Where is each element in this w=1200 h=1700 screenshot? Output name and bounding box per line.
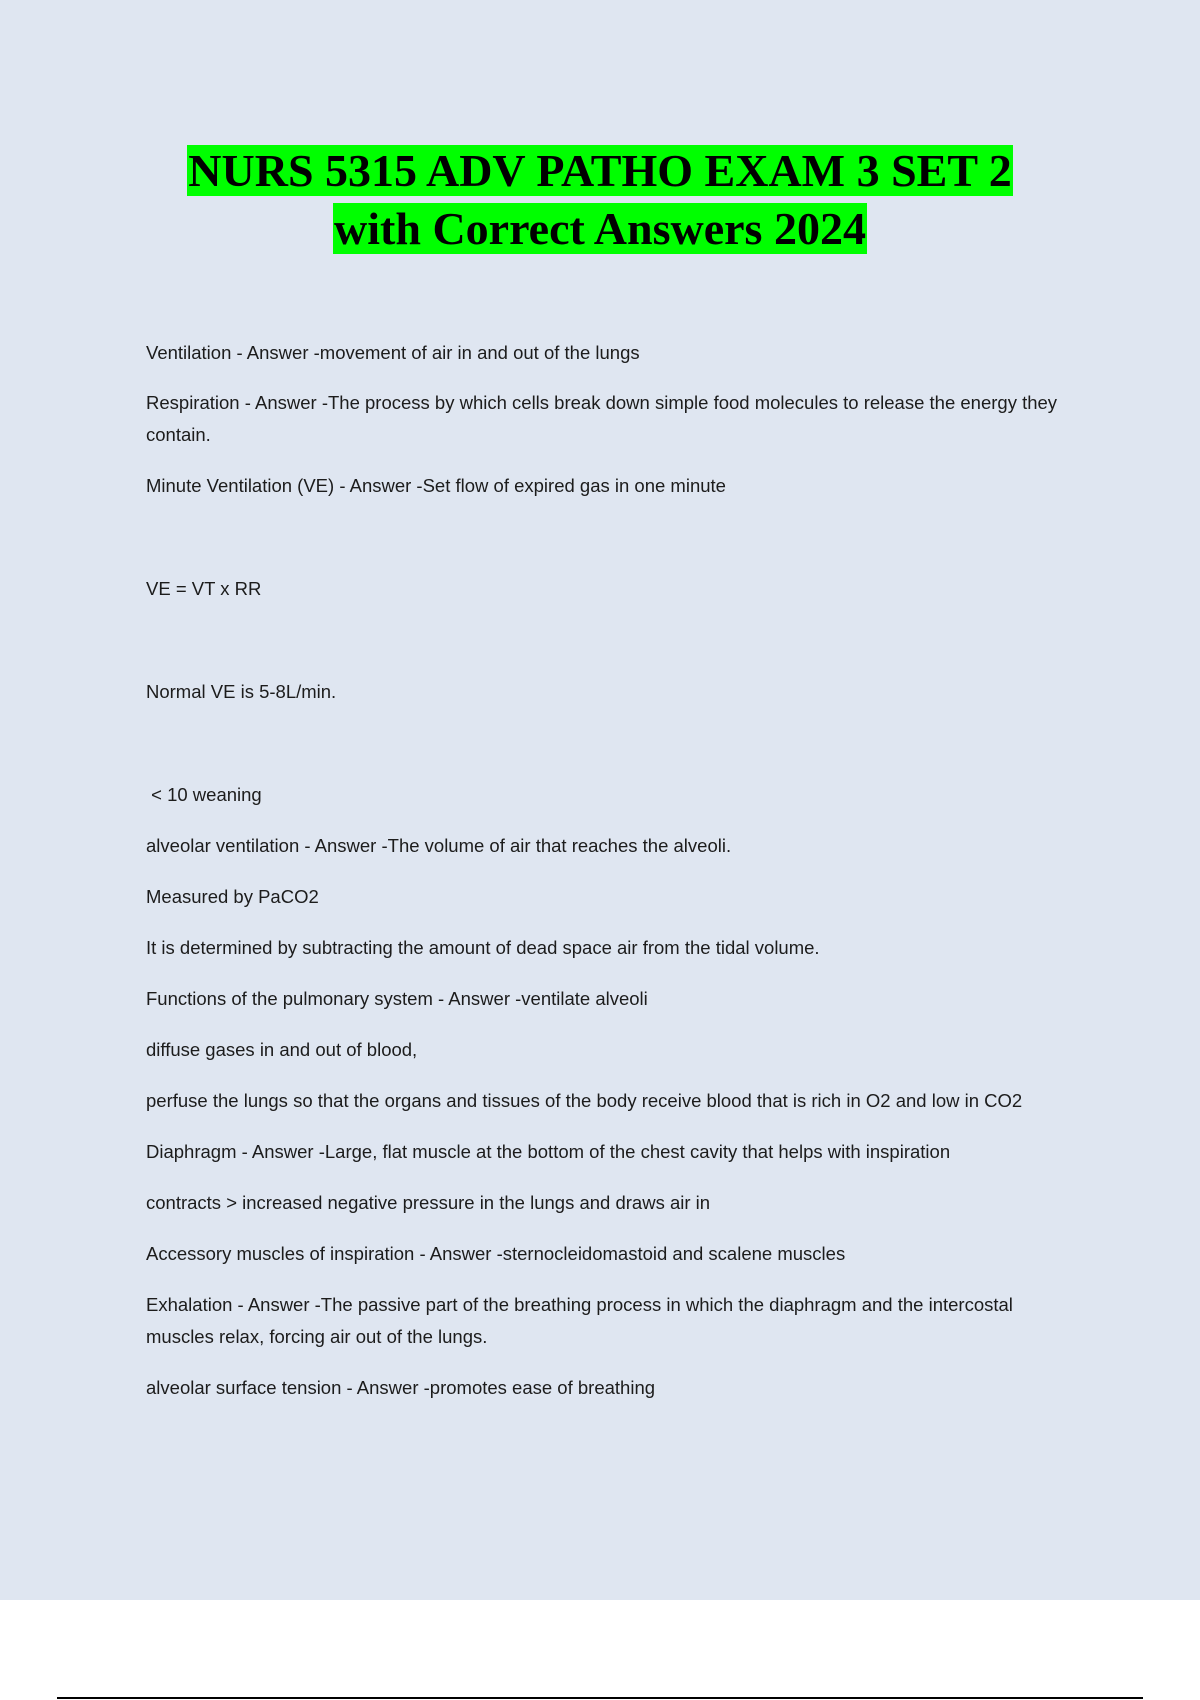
paragraph-pulmonary-functions: Functions of the pulmonary system - Answer -ventilate alveoli <box>146 988 648 1009</box>
title-line-2: with Correct Answers 2024 <box>334 203 866 254</box>
paragraph-diaphragm: Diaphragm - Answer -Large, flat muscle at the bottom of the chest cavity that helps with inspiration <box>146 1141 951 1162</box>
paragraph-dead-space: It is determined by subtracting the amount of dead space air from the tidal volume. <box>146 937 820 958</box>
paragraph-minute-ventilation: Minute Ventilation (VE) - Answer -Set flow of expired gas in one minute <box>146 475 726 496</box>
paragraph-weaning: < 10 weaning <box>146 784 262 805</box>
paragraph-surface-tension: alveolar surface tension - Answer -promotes ease of breathing <box>146 1377 656 1398</box>
document-title <box>0 142 1200 258</box>
page-divider <box>57 1697 1143 1699</box>
paragraph-respiration: Respiration - Answer -The process by which cells break down simple food molecules to release the energy they contain. <box>146 392 1063 445</box>
paragraph-measured-paco2: Measured by PaCO2 <box>146 886 319 907</box>
paragraph-normal-ve: Normal VE is 5-8L/min. <box>146 681 337 702</box>
title-line-1: NURS 5315 ADV PATHO EXAM 3 SET 2 <box>188 145 1012 196</box>
paragraph-exhalation: Exhalation - Answer -The passive part of the breathing process in which the diaphragm and the intercostal muscles relax, forcing air out of the lungs. <box>146 1294 1019 1347</box>
paragraph-alveolar-ventilation: alveolar ventilation - Answer -The volume of air that reaches the alveoli. <box>146 835 732 856</box>
paragraph-contracts: contracts > increased negative pressure in the lungs and draws air in <box>146 1192 711 1213</box>
paragraph-perfuse-lungs: perfuse the lungs so that the organs and tissues of the body receive blood that is rich in O2 and low in CO2 <box>146 1090 1023 1111</box>
paragraph-ve-formula: VE = VT x RR <box>146 578 262 599</box>
document-body <box>146 337 1066 1404</box>
paragraph-ventilation: Ventilation - Answer -movement of air in and out of the lungs <box>146 342 640 363</box>
paragraph-diffuse-gases: diffuse gases in and out of blood, <box>146 1039 418 1060</box>
paragraph-accessory-muscles: Accessory muscles of inspiration - Answer -sternocleidomastoid and scalene muscles <box>146 1243 846 1264</box>
